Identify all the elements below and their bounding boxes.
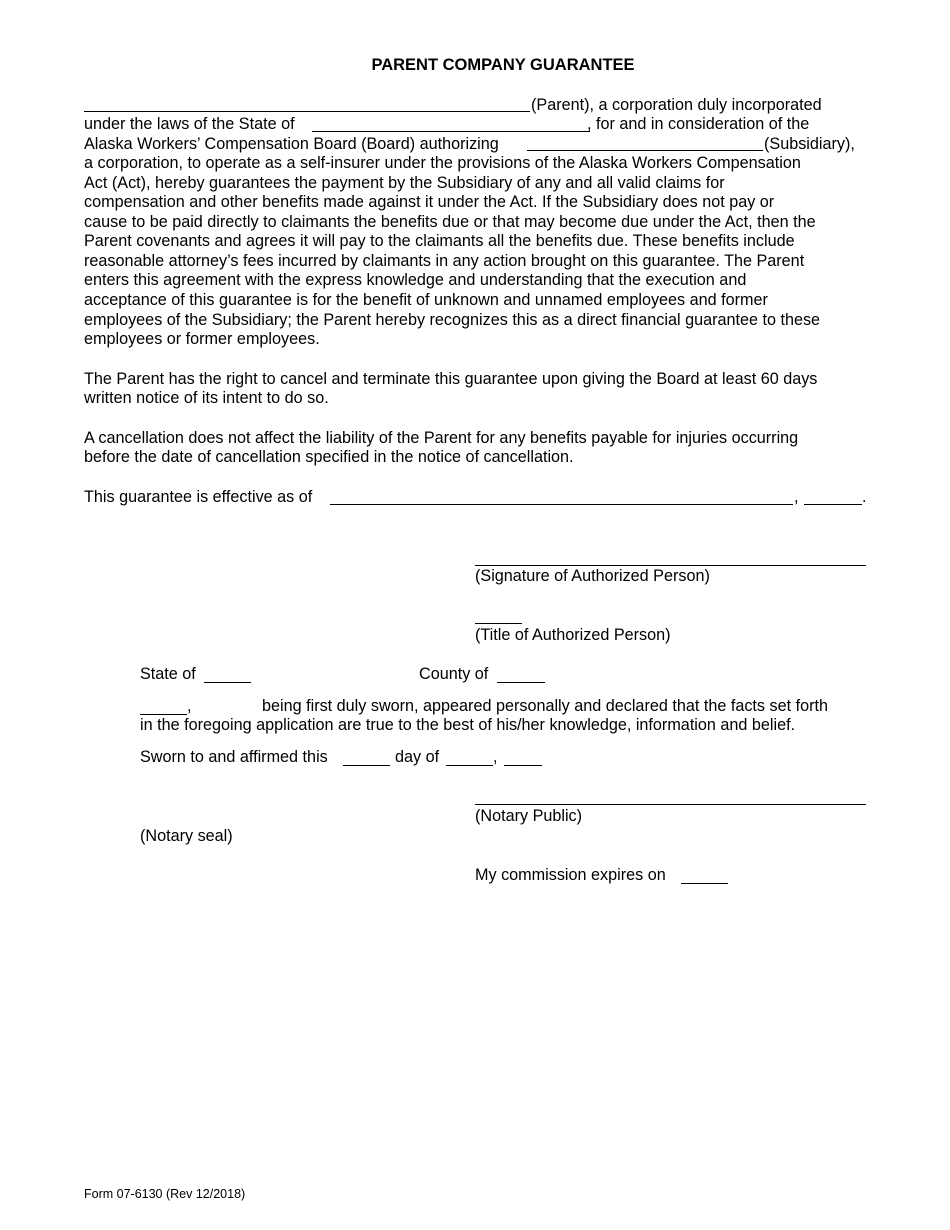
affirmed-comma: , — [493, 748, 498, 766]
effective-year-field[interactable] — [804, 504, 862, 505]
para1-line9: reasonable attorney’s fees incurred by claimants in any action brought on this guarantee. The Parent — [84, 252, 805, 270]
effective-date-period: . — [862, 488, 867, 506]
notary-signature-field[interactable] — [475, 804, 866, 805]
para1-line2-start: under the laws of the State of — [84, 115, 295, 133]
affiant-name-field[interactable] — [140, 714, 187, 715]
para1-line7: cause to be paid directly to claimants the benefits due or that may become due under the Act, then the — [84, 213, 816, 231]
para1-line12: employees of the Subsidiary; the Parent hereby recognizes this as a direct financial guarantee to these — [84, 311, 821, 329]
commission-expiry-field[interactable] — [681, 883, 728, 884]
para2-line2: written notice of its intent to do so. — [84, 389, 329, 407]
parent-name-field[interactable] — [84, 111, 530, 112]
para1-line2-comma: , — [587, 115, 592, 133]
document-title: PARENT COMPANY GUARANTEE — [371, 56, 635, 74]
title-field[interactable] — [475, 623, 522, 624]
affirmed-day-field[interactable] — [343, 765, 390, 766]
para2-line1: The Parent has the right to cancel and terminate this guarantee upon giving the Board at least 60 days — [84, 370, 818, 388]
effective-date-label: This guarantee is effective as of — [84, 488, 313, 506]
subsidiary-name-field[interactable] — [527, 150, 763, 151]
form-number-footer: Form 07-6130 (Rev 12/2018) — [84, 1187, 246, 1201]
day-of-label: day of — [395, 748, 440, 766]
para1-line8: Parent covenants and agrees it will pay to the claimants all the benefits due. These benefits include — [84, 232, 795, 250]
signature-label: (Signature of Authorized Person) — [475, 567, 710, 585]
para1-line6: compensation and other benefits made against it under the Act. If the Subsidiary does not pay or — [84, 193, 775, 211]
affirmed-label: Sworn to and affirmed this — [140, 748, 328, 766]
affirmed-month-field[interactable] — [446, 765, 493, 766]
notary-county-field[interactable] — [497, 682, 545, 683]
para1-line13: employees or former employees. — [84, 330, 320, 348]
signature-field[interactable] — [475, 565, 866, 566]
effective-date-field[interactable] — [330, 504, 793, 505]
effective-date-comma: , — [794, 488, 799, 506]
para1-line10: enters this agreement with the express knowledge and understanding that the execution and — [84, 271, 747, 289]
notary-public-label: (Notary Public) — [475, 807, 583, 825]
state-label: State of — [140, 665, 196, 683]
para1-line11: acceptance of this guarantee is for the benefit of unknown and unnamed employees and former — [84, 291, 768, 309]
notary-seal-label: (Notary seal) — [140, 827, 233, 845]
county-label: County of — [419, 665, 489, 683]
para1-line5: Act (Act), hereby guarantees the payment by the Subsidiary of any and all valid claims for — [84, 174, 725, 192]
para1-line2-end: for and in consideration of the — [596, 115, 810, 133]
title-label: (Title of Authorized Person) — [475, 626, 671, 644]
para1-line4: a corporation, to operate as a self-insurer under the provisions of the Alaska Workers Compensation — [84, 154, 801, 172]
affirmed-year-field[interactable] — [504, 765, 542, 766]
notary-state-field[interactable] — [204, 682, 251, 683]
affiant-comma: , — [187, 697, 192, 715]
para3-line2: before the date of cancellation specified in the notice of cancellation. — [84, 448, 574, 466]
commission-expires-label: My commission expires on — [475, 866, 666, 884]
state-of-incorporation-field[interactable] — [312, 131, 590, 132]
para1-line1: (Parent), a corporation duly incorporated — [531, 96, 822, 114]
para1-line3-end: (Subsidiary), — [764, 135, 855, 153]
para1-line3-start: Alaska Workers’ Compensation Board (Board) authorizing — [84, 135, 499, 153]
para3-line1: A cancellation does not affect the liability of the Parent for any benefits payable for injuries occurring — [84, 429, 799, 447]
sworn-statement-line1: being first duly sworn, appeared personally and declared that the facts set forth — [262, 697, 828, 715]
sworn-statement-line2: in the foregoing application are true to the best of his/her knowledge, information and belief. — [140, 716, 796, 734]
